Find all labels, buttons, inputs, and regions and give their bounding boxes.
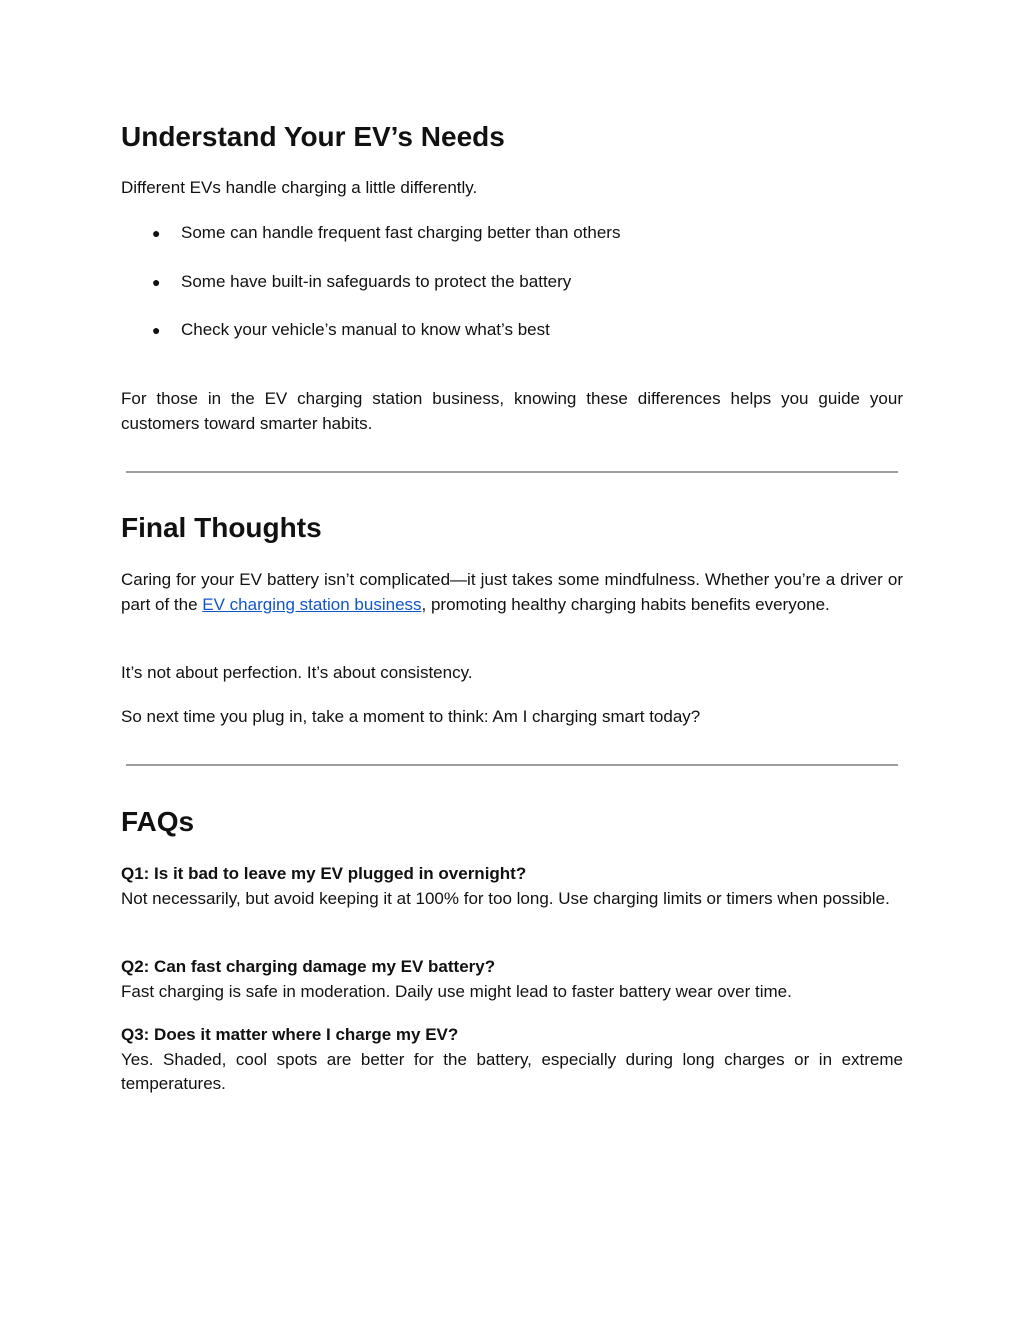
heading-final-thoughts: Final Thoughts: [121, 512, 322, 543]
faq-item: [121, 862, 903, 911]
heading-understand-ev-needs: Understand Your EV’s Needs: [121, 121, 505, 152]
bullet-dot-icon: ●: [152, 322, 161, 338]
next-time-paragraph: So next time you plug in, take a moment to think: Am I charging smart today?: [121, 707, 701, 726]
list-item-text: Some can handle frequent fast charging better than others: [181, 223, 621, 242]
faq-item: [121, 1023, 903, 1097]
list-item: [121, 318, 620, 343]
faq-item: [121, 955, 903, 1004]
intro-paragraph: Different EVs handle charging a little differently.: [121, 178, 478, 197]
caring-text-after-link: , promoting healthy charging habits benefits everyone.: [421, 594, 830, 614]
bullet-list: [121, 221, 620, 367]
bullet-dot-icon: ●: [152, 273, 161, 290]
faq-question: Q3: Does it matter where I charge my EV?: [121, 1025, 459, 1044]
business-note-paragraph: For those in the EV charging station business, knowing these differences helps you guide your customers toward smarter habits.: [121, 389, 903, 433]
bullet-dot-icon: ●: [152, 225, 161, 241]
faq-question: Q2: Can fast charging damage my EV battery?: [121, 957, 496, 976]
list-item: [121, 270, 620, 295]
caring-text-before-link: Caring for your EV battery isn’t complicated—it just takes some mindfulness. Whether you’re a driver or part of the: [121, 570, 903, 614]
faq-answer: Fast charging is safe in moderation. Daily use might lead to faster battery wear over time.: [121, 981, 792, 1001]
horizontal-divider: [126, 471, 898, 473]
list-item: [121, 221, 620, 246]
list-item-text: Check your vehicle’s manual to know what’s best: [181, 320, 550, 339]
faq-question: Q1: Is it bad to leave my EV plugged in overnight?: [121, 864, 527, 883]
perfection-paragraph: It’s not about perfection. It’s about consistency.: [121, 663, 473, 682]
faq-answer: Not necessarily, but avoid keeping it at 100% for too long. Use charging limits or timers when possible.: [121, 888, 890, 908]
caring-paragraph: [121, 568, 903, 617]
horizontal-divider: [126, 764, 898, 766]
faq-answer: Yes. Shaded, cool spots are better for the battery, especially during long charges or in extreme temperatures.: [121, 1049, 903, 1093]
list-item-text: Some have built-in safeguards to protect the battery: [181, 271, 572, 291]
ev-charging-business-link[interactable]: EV charging station business: [202, 594, 422, 614]
heading-faqs: FAQs: [121, 806, 195, 837]
